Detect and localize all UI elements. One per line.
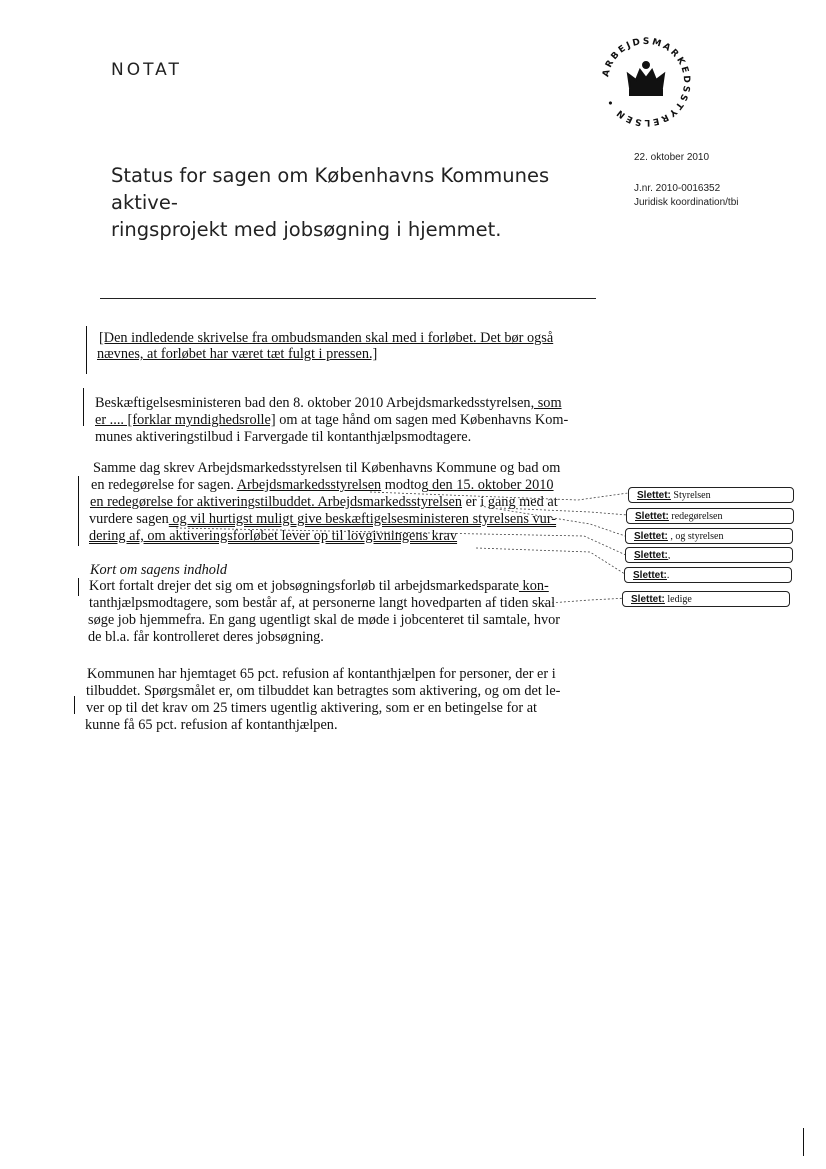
svg-text:ARBEJDSMARKEDSSTYRELSEN •: ARBEJDSMARKEDSSTYRELSEN • (601, 36, 692, 128)
deleted-comment-6[interactable]: Slettet: ledige (622, 591, 790, 607)
p2-line-1: Beskæftigelsesministeren bad den 8. oktober 2010 Arbejdsmarkedsstyrelsen, som (95, 395, 562, 411)
document-date: 22. oktober 2010 (634, 152, 710, 163)
journal-number: J.nr. 2010-0016352 (634, 183, 721, 194)
p3-line-2: en redegørelse for sagen. Arbejdsmarkedsstyrelsen modtog den 15. oktober 2010 (91, 477, 554, 493)
s-line-4: de bl.a. får kontrolleret deres jobsøgning. (88, 629, 324, 645)
p3-line-4: vurdere sagen og vil hurtigst muligt give beskæftigelsesministeren styrelsens vur- (89, 511, 557, 527)
p2-line-3: munes aktiveringstilbud i Farvergade til kontanthjælpsmodtagere. (95, 429, 472, 445)
p3-line-5: dering af, om aktiveringsforløbet lever op til lovgivningens krav (89, 528, 458, 544)
p5-line-2: tilbuddet. Spørgsmålet er, om tilbuddet kan betragtes som aktivering, og om det le- (86, 683, 561, 699)
deleted-comment-2[interactable]: Slettet: redegørelsen (626, 508, 794, 524)
title-line-2: ringsprojekt med jobsøgning i hjemmet. (111, 218, 502, 241)
p5-line-3: ver op til det krav om 25 timers ugentlig aktivering, som er en betingelse for at (86, 700, 538, 716)
p5-line-1: Kommunen har hjemtaget 65 pct. refusion af kontanthjælpen for personer, der er i (87, 666, 556, 682)
s-line-1: Kort fortalt drejer det sig om et jobsøgningsforløb til arbejdsmarkedsparate kon- (89, 578, 549, 594)
section-heading: Kort om sagens indhold (90, 562, 228, 578)
s-line-2: tanthjælpsmodtagere, som består af, at personerne langt hovedparten af tiden skal (89, 595, 556, 611)
deleted-comment-5[interactable]: Slettet:. (624, 567, 792, 583)
margin-mark (803, 1128, 804, 1156)
department: Juridisk koordination/tbi (634, 197, 739, 208)
deleted-comment-1[interactable]: Slettet: Styrelsen (628, 487, 794, 503)
p5-line-4: kunne få 65 pct. refusion af kontanthjælpen. (85, 717, 338, 733)
intro-line-1: [Den indledende skrivelse fra ombudsmanden skal med i forløbet. Det bør også (99, 330, 554, 346)
deleted-comment-4[interactable]: Slettet:, (625, 547, 793, 563)
p3-line-1: Samme dag skrev Arbejdsmarkedsstyrelsen til Københavns Kommune og bad om (93, 460, 561, 476)
p3-line-3: en redegørelse for aktiveringstilbuddet. Arbejdsmarkedsstyrelsen er i gang med at (90, 494, 558, 510)
notat-heading: NOTAT (111, 60, 182, 80)
intro-line-2: nævnes, at forløbet har været tæt fulgt i pressen.] (97, 346, 378, 362)
p2-line-2: er .... [forklar myndighedsrolle] om at tage hånd om sagen med Københavns Kom- (95, 412, 569, 428)
s-line-3: søge job hjemmefra. En gang ugentligt skal de møde i jobcenteret til samtale, hvor (88, 612, 561, 628)
title-line-1: Status for sagen om Københavns Kommunes aktive- (111, 164, 550, 214)
deleted-comment-3[interactable]: Slettet: , og styrelsen (625, 528, 793, 544)
